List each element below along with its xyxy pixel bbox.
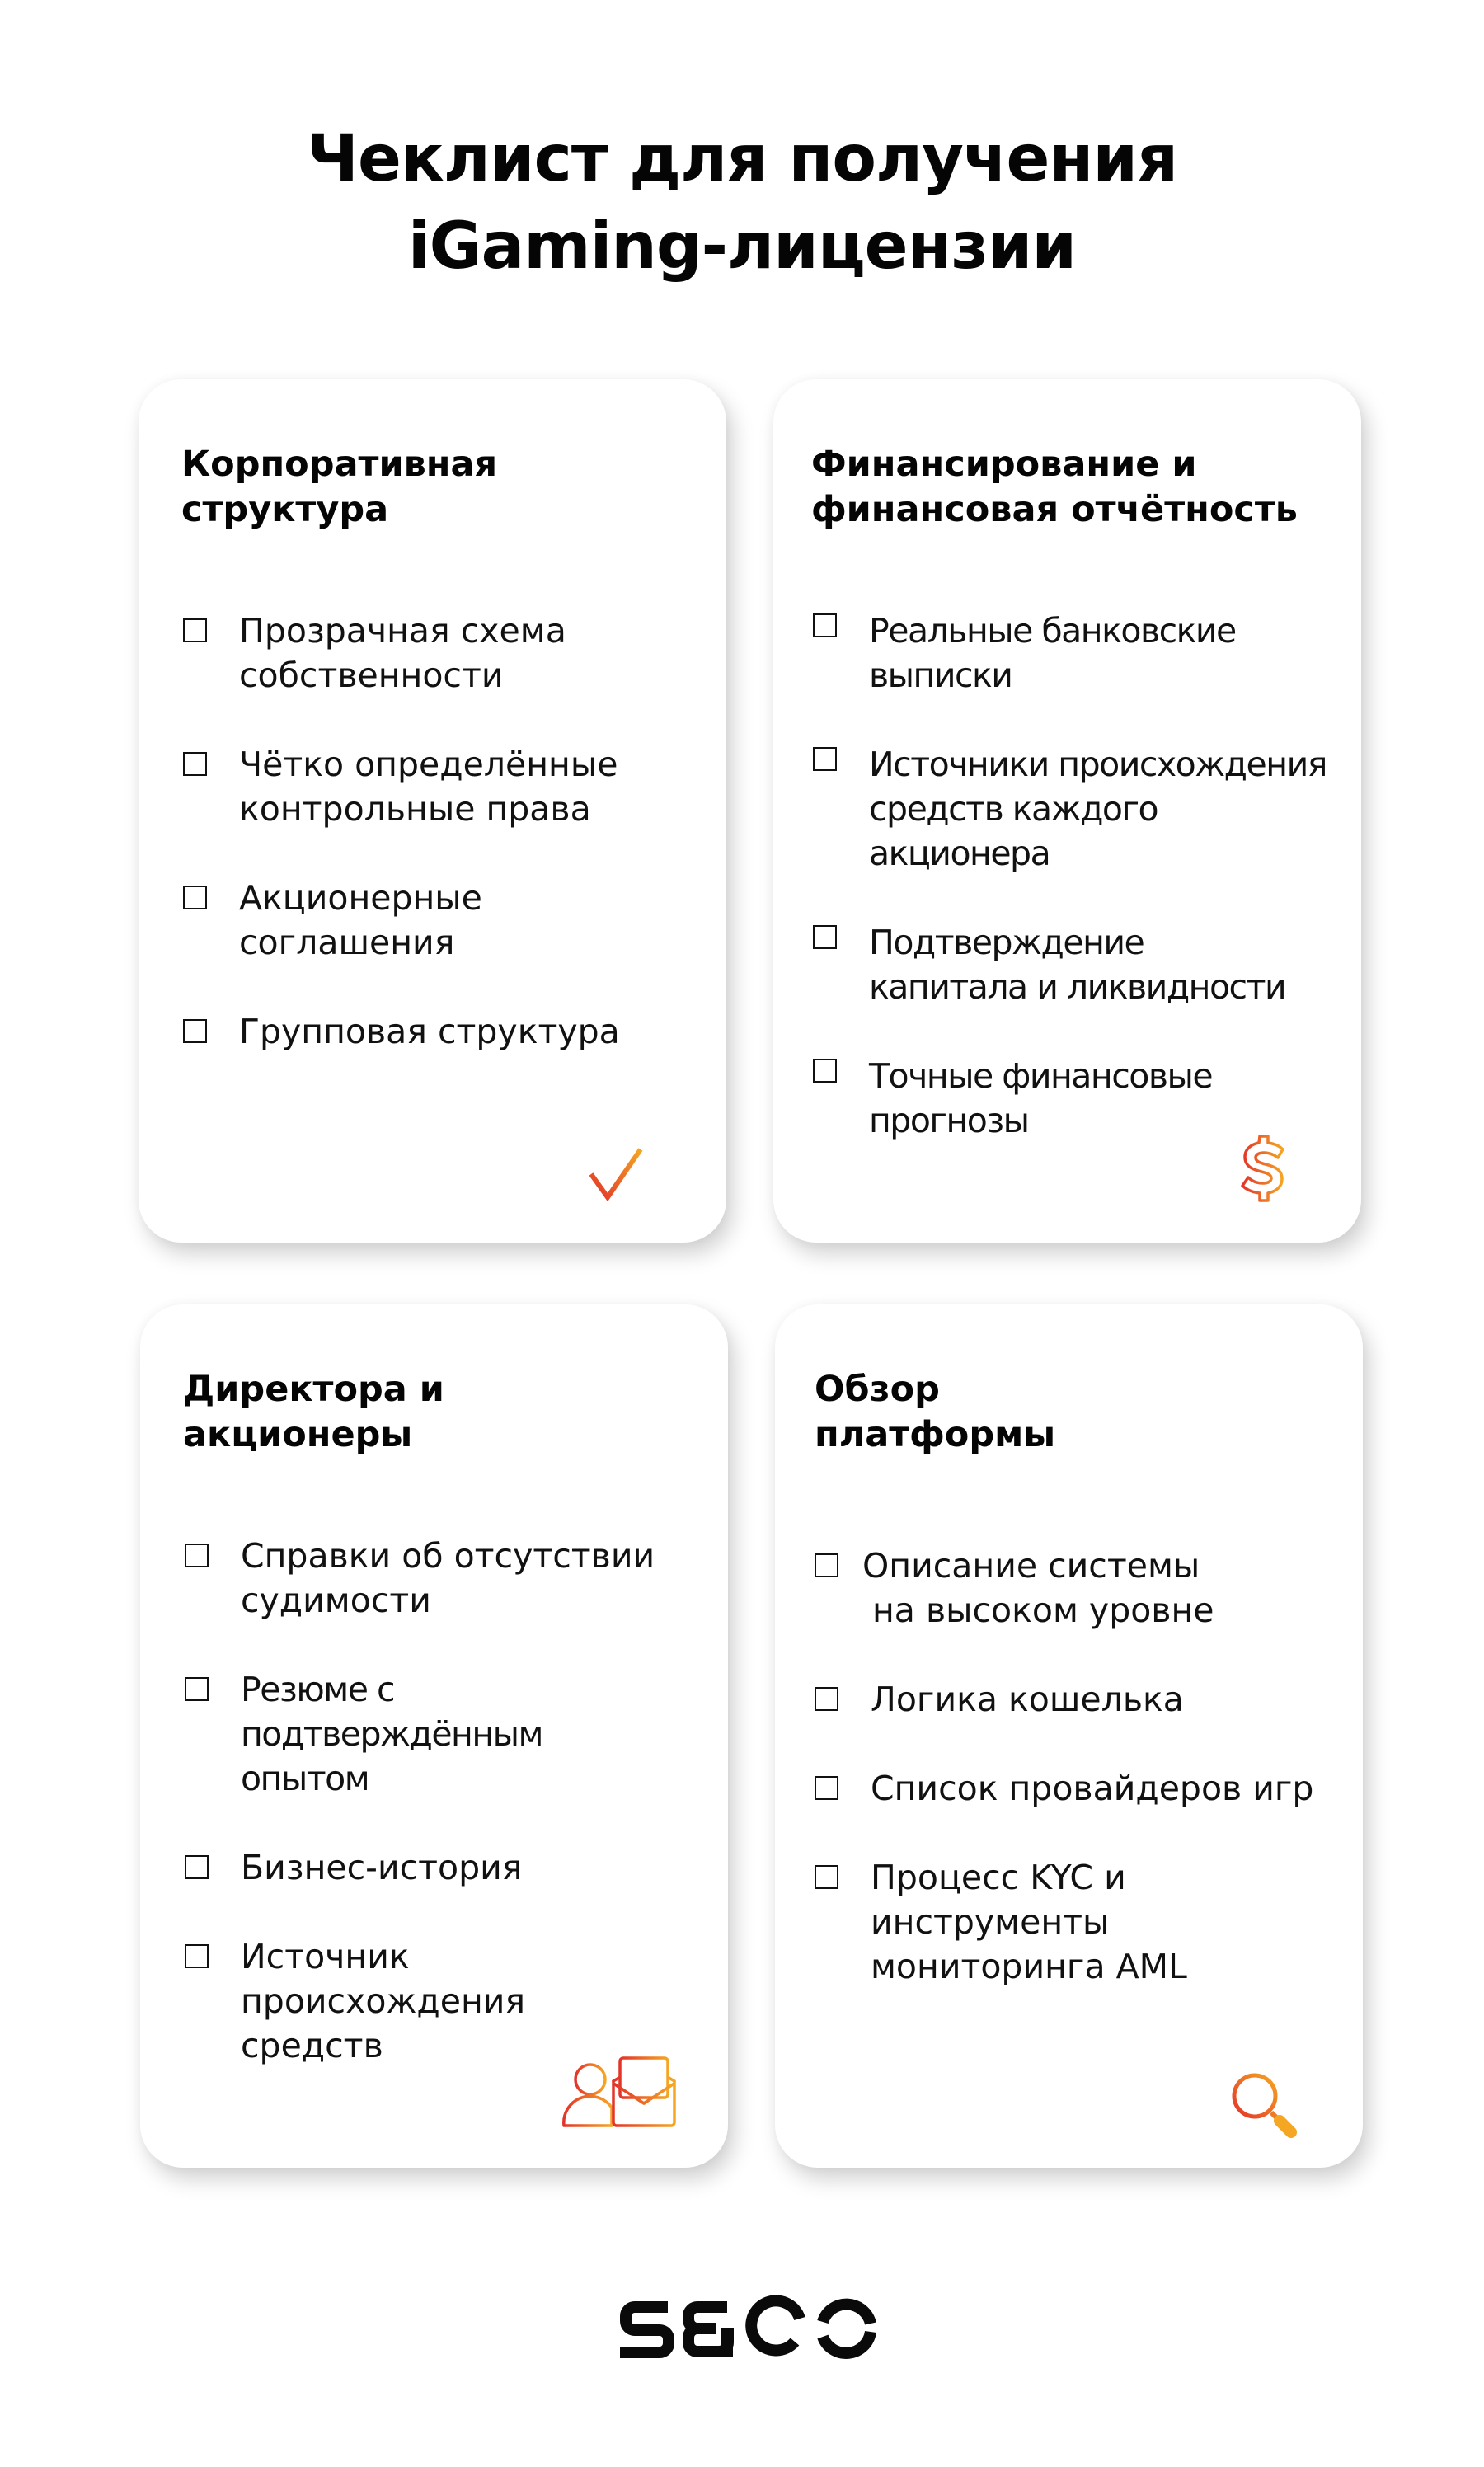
item-text-line-2: выписки: [869, 656, 1012, 695]
checkmark-icon: [588, 1146, 646, 1205]
card-title: [811, 442, 1328, 533]
card-title-line-1: Финансирование и: [811, 444, 1197, 485]
checklist: [813, 1544, 1338, 2033]
checklist-item[interactable]: [181, 742, 702, 831]
checkbox[interactable]: [815, 1865, 838, 1889]
checklist-item[interactable]: [183, 1667, 703, 1801]
item-text-line-2: судимости: [241, 1581, 431, 1620]
checkbox[interactable]: [813, 747, 837, 771]
item-text-line-1: Точные финансовые: [869, 1056, 1213, 1096]
item-text-line-2: прогнозы: [869, 1101, 1029, 1140]
checklist-item[interactable]: [813, 1766, 1338, 1811]
checkbox[interactable]: [813, 613, 837, 637]
checklist-item[interactable]: [811, 609, 1336, 698]
item-text-line-2: на высоком уровне: [872, 1591, 1214, 1630]
item-text-line-1: Реальные банковские: [869, 611, 1236, 651]
magnifier-icon: [1230, 2071, 1299, 2140]
card-title-line-1: Обзор: [815, 1369, 940, 1410]
item-text-line-2: соглашения: [239, 923, 455, 962]
item-text-line-1: Прозрачная схема: [239, 611, 566, 651]
item-text-line-1: Источник происхождения: [241, 1937, 526, 2021]
card-title-line-1: Директора и: [183, 1369, 444, 1410]
item-text-line-1: Источники происхождения: [869, 745, 1327, 784]
checkbox[interactable]: [815, 1553, 838, 1577]
page-title: [0, 115, 1484, 290]
checklist-item[interactable]: [811, 1054, 1336, 1143]
card-title: [183, 1367, 695, 1458]
sco-logo: [617, 2284, 881, 2366]
checklist-item[interactable]: [813, 1855, 1338, 1989]
item-text-line-2: контрольные права: [239, 789, 591, 829]
item-text-line-1: Логика кошелька: [871, 1680, 1184, 1719]
person-envelope-icon: [562, 2056, 679, 2129]
card-corporate-structure: [139, 379, 726, 1243]
checkbox[interactable]: [185, 1677, 209, 1701]
checklist-item[interactable]: [811, 742, 1336, 876]
checklist: [181, 609, 702, 1098]
card-title-line-2: структура: [181, 489, 389, 530]
checkbox[interactable]: [183, 752, 207, 776]
checklist-item[interactable]: [181, 1009, 702, 1054]
item-text-line-1: Процесс KYC и: [871, 1858, 1126, 1897]
item-text-line-1: Бизнес-история: [241, 1848, 523, 1887]
item-text-line-1: Список провайдеров игр: [871, 1769, 1314, 1808]
dollar-icon: [1238, 1133, 1289, 1205]
checklist-item[interactable]: [181, 876, 702, 965]
checklist: [183, 1534, 703, 2112]
card-title-line-2: платформы: [815, 1414, 1056, 1455]
checklist-item[interactable]: [181, 609, 702, 698]
item-text-line-1: Подтверждение: [869, 923, 1144, 962]
item-text-line-3: мониторинга AML: [871, 1947, 1187, 1986]
item-text-line-2: средств: [241, 2026, 383, 2065]
item-text-line-2: опытом: [241, 1759, 369, 1798]
item-text-line-2: собственности: [239, 656, 504, 695]
page-title-line-1: Чеклист для получения: [306, 122, 1178, 196]
item-text-line-1: Групповая структура: [239, 1012, 620, 1051]
item-text-line-2: капитала и ликвидности: [869, 967, 1286, 1007]
card-title: [181, 442, 693, 533]
checkbox[interactable]: [815, 1776, 838, 1800]
card-title-line-2: акционеры: [183, 1414, 413, 1455]
page-title-line-2: iGaming-лицензии: [407, 209, 1077, 284]
item-text-line-1: Чётко определённые: [239, 745, 618, 784]
card-platform-overview: [775, 1304, 1363, 2168]
item-text-line-1: Справки об отсутствии: [241, 1536, 655, 1576]
checklist-item[interactable]: [183, 1534, 703, 1623]
checkbox[interactable]: [813, 1059, 837, 1083]
card-directors-shareholders: [140, 1304, 728, 2168]
checkbox[interactable]: [185, 1855, 209, 1879]
checklist-item[interactable]: [811, 920, 1336, 1009]
card-financing-reporting: [773, 379, 1361, 1243]
item-text-line-2: инструменты: [871, 1902, 1110, 1942]
card-title-line-2: финансовая отчётность: [811, 489, 1298, 530]
checkbox[interactable]: [183, 618, 207, 642]
checklist-item[interactable]: [183, 1934, 703, 2068]
checkbox[interactable]: [813, 925, 837, 949]
checklist: [811, 609, 1336, 1187]
checkbox[interactable]: [815, 1687, 838, 1711]
checkbox[interactable]: [185, 1944, 209, 1968]
card-title-line-1: Корпоративная: [181, 444, 498, 485]
card-title: [815, 1367, 1330, 1458]
item-text-line-1: Описание системы: [862, 1546, 1200, 1586]
item-text-line-1: Акционерные: [239, 878, 482, 918]
checklist-item[interactable]: [813, 1677, 1338, 1722]
checklist-item[interactable]: [183, 1845, 703, 1890]
checkbox[interactable]: [185, 1544, 209, 1567]
item-text-line-1: Резюме с подтверждённым: [241, 1670, 542, 1754]
checkbox[interactable]: [183, 1019, 207, 1043]
checklist-item[interactable]: [813, 1544, 1338, 1633]
checkbox[interactable]: [183, 886, 207, 909]
item-text-line-2: средств каждого: [869, 789, 1158, 829]
item-text-line-3: акционера: [869, 834, 1050, 873]
